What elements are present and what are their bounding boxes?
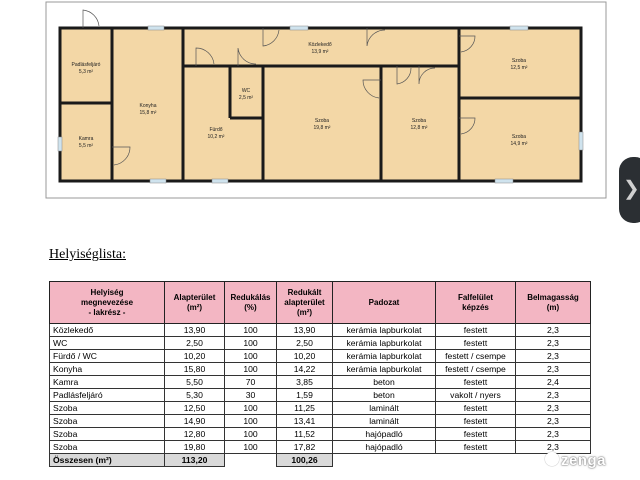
cell-reduced: 13,41 bbox=[277, 415, 333, 428]
cell-height: 2,3 bbox=[516, 428, 591, 441]
cell-height: 2,3 bbox=[516, 402, 591, 415]
total-area: 113,20 bbox=[165, 454, 225, 467]
cell-name: Konyha bbox=[50, 363, 165, 376]
room-area-konyha: 15,8 m² bbox=[139, 110, 157, 116]
cell-floor: kerámia lapburkolat bbox=[333, 363, 436, 376]
table-total-row bbox=[50, 454, 591, 467]
cell-reduced: 11,25 bbox=[277, 402, 333, 415]
cell-wall: festett bbox=[436, 376, 516, 389]
header-floor: Padozat bbox=[333, 282, 436, 324]
header-reduction: Redukálás (%) bbox=[225, 282, 277, 324]
cell-height: 2,3 bbox=[516, 389, 591, 402]
room-label-kamra: Kamra bbox=[78, 136, 94, 142]
table-row bbox=[50, 441, 591, 454]
total-reduced: 100,26 bbox=[277, 454, 333, 467]
next-button[interactable] bbox=[619, 157, 640, 223]
watermark bbox=[545, 452, 606, 469]
cell-area: 12,80 bbox=[165, 428, 225, 441]
room-label-padlasfeljaro: Padlásfeljáró bbox=[71, 62, 101, 68]
cell-area: 2,50 bbox=[165, 337, 225, 350]
watermark-text: zenga bbox=[561, 452, 607, 469]
table-row bbox=[50, 402, 591, 415]
floor-plan bbox=[0, 0, 640, 205]
cell-reduction: 100 bbox=[225, 402, 277, 415]
room-area-padlasfeljaro: 5,3 m² bbox=[78, 69, 94, 75]
cell-height: 2,3 bbox=[516, 350, 591, 363]
cell-wall: festett bbox=[436, 324, 516, 337]
cell-height: 2,3 bbox=[516, 324, 591, 337]
room-area-szoba-3: 12,5 m² bbox=[510, 65, 528, 71]
cell-reduced: 17,82 bbox=[277, 441, 333, 454]
cell-wall: festett bbox=[436, 337, 516, 350]
cell-name: Közlekedő bbox=[50, 324, 165, 337]
cell-reduction: 100 bbox=[225, 415, 277, 428]
cell-height: 2,3 bbox=[516, 415, 591, 428]
chevron-right-icon: ❯ bbox=[623, 178, 640, 200]
table-header-row bbox=[50, 282, 591, 324]
cell-height: 2,3 bbox=[516, 441, 591, 454]
cell-area: 10,20 bbox=[165, 350, 225, 363]
cell-height: 2,3 bbox=[516, 363, 591, 376]
cell-name: Szoba bbox=[50, 441, 165, 454]
cell-wall: festett bbox=[436, 402, 516, 415]
table-row bbox=[50, 324, 591, 337]
room-label-szoba-2: Szoba bbox=[411, 118, 427, 124]
header-wall: Falfelület képzés bbox=[436, 282, 516, 324]
total-blank bbox=[225, 454, 277, 467]
cell-area: 13,90 bbox=[165, 324, 225, 337]
cell-name: Szoba bbox=[50, 415, 165, 428]
header-area: Alapterület (m²) bbox=[165, 282, 225, 324]
room-area-wc: 2,5 m² bbox=[238, 95, 254, 101]
room-label-kozlekedo: Közlekedő bbox=[308, 42, 332, 48]
room-label-wc: WC bbox=[241, 88, 251, 94]
cell-name: Kamra bbox=[50, 376, 165, 389]
cell-reduced: 3,85 bbox=[277, 376, 333, 389]
room-area-szoba-1: 19,8 m² bbox=[313, 125, 331, 131]
table-row bbox=[50, 376, 591, 389]
cell-floor: kerámia lapburkolat bbox=[333, 350, 436, 363]
room-label-szoba-4: Szoba bbox=[511, 134, 527, 140]
cell-wall: festett / csempe bbox=[436, 363, 516, 376]
cell-name: Fürdő / WC bbox=[50, 350, 165, 363]
cell-floor: laminált bbox=[333, 402, 436, 415]
cell-height: 2,3 bbox=[516, 337, 591, 350]
cell-reduction: 100 bbox=[225, 324, 277, 337]
room-area-kozlekedo: 13,9 m² bbox=[311, 49, 329, 55]
cell-name: Szoba bbox=[50, 402, 165, 415]
cell-name: WC bbox=[50, 337, 165, 350]
room-area-szoba-2: 12,8 m² bbox=[410, 125, 428, 131]
table-body bbox=[50, 324, 591, 454]
total-label: Összesen (m²) bbox=[50, 454, 165, 467]
cell-reduced: 10,20 bbox=[277, 350, 333, 363]
table-row bbox=[50, 415, 591, 428]
cell-wall: festett / csempe bbox=[436, 350, 516, 363]
cell-reduction: 100 bbox=[225, 428, 277, 441]
room-area-kamra: 5,5 m² bbox=[78, 143, 94, 149]
cell-wall: festett bbox=[436, 415, 516, 428]
cell-reduced: 13,90 bbox=[277, 324, 333, 337]
cell-area: 5,50 bbox=[165, 376, 225, 389]
cell-name: Szoba bbox=[50, 428, 165, 441]
room-list-table bbox=[49, 281, 591, 467]
section-title: Helyiséglista: bbox=[49, 247, 126, 262]
header-name: Helyiség megnevezése - lakrész - bbox=[50, 282, 165, 324]
cell-wall: festett bbox=[436, 428, 516, 441]
total-blank bbox=[333, 454, 436, 467]
cell-reduction: 70 bbox=[225, 376, 277, 389]
cell-reduction: 100 bbox=[225, 363, 277, 376]
cell-reduced: 14,22 bbox=[277, 363, 333, 376]
table-row bbox=[50, 363, 591, 376]
cell-floor: beton bbox=[333, 376, 436, 389]
total-blank bbox=[436, 454, 516, 467]
cell-wall: vakolt / nyers bbox=[436, 389, 516, 402]
table-row bbox=[50, 350, 591, 363]
table-row bbox=[50, 428, 591, 441]
cell-floor: beton bbox=[333, 389, 436, 402]
cell-floor: laminált bbox=[333, 415, 436, 428]
room-label-furdo: Fürdő bbox=[209, 127, 223, 133]
table-row bbox=[50, 389, 591, 402]
cell-reduced: 2,50 bbox=[277, 337, 333, 350]
header-height: Belmagasság (m) bbox=[516, 282, 591, 324]
zenga-logo-icon bbox=[545, 452, 559, 466]
room-area-furdo: 10,2 m² bbox=[207, 134, 225, 140]
cell-wall: festett bbox=[436, 441, 516, 454]
cell-area: 12,50 bbox=[165, 402, 225, 415]
cell-reduction: 100 bbox=[225, 441, 277, 454]
cell-floor: hajópadló bbox=[333, 441, 436, 454]
table-row bbox=[50, 337, 591, 350]
cell-reduction: 100 bbox=[225, 350, 277, 363]
room-label-konyha: Konyha bbox=[139, 103, 157, 109]
cell-floor: kerámia lapburkolat bbox=[333, 337, 436, 350]
cell-reduction: 100 bbox=[225, 337, 277, 350]
room-area-szoba-4: 14,9 m² bbox=[510, 141, 528, 147]
cell-area: 15,80 bbox=[165, 363, 225, 376]
header-reduced-area: Redukált alapterület (m²) bbox=[277, 282, 333, 324]
cell-area: 5,30 bbox=[165, 389, 225, 402]
cell-height: 2,4 bbox=[516, 376, 591, 389]
cell-area: 14,90 bbox=[165, 415, 225, 428]
cell-reduced: 11,52 bbox=[277, 428, 333, 441]
cell-name: Padlásfeljáró bbox=[50, 389, 165, 402]
cell-floor: hajópadló bbox=[333, 428, 436, 441]
room-label-szoba-3: Szoba bbox=[511, 58, 527, 64]
cell-reduced: 1,59 bbox=[277, 389, 333, 402]
cell-floor: kerámia lapburkolat bbox=[333, 324, 436, 337]
cell-reduction: 30 bbox=[225, 389, 277, 402]
cell-area: 19,80 bbox=[165, 441, 225, 454]
room-label-szoba-1: Szoba bbox=[314, 118, 330, 124]
